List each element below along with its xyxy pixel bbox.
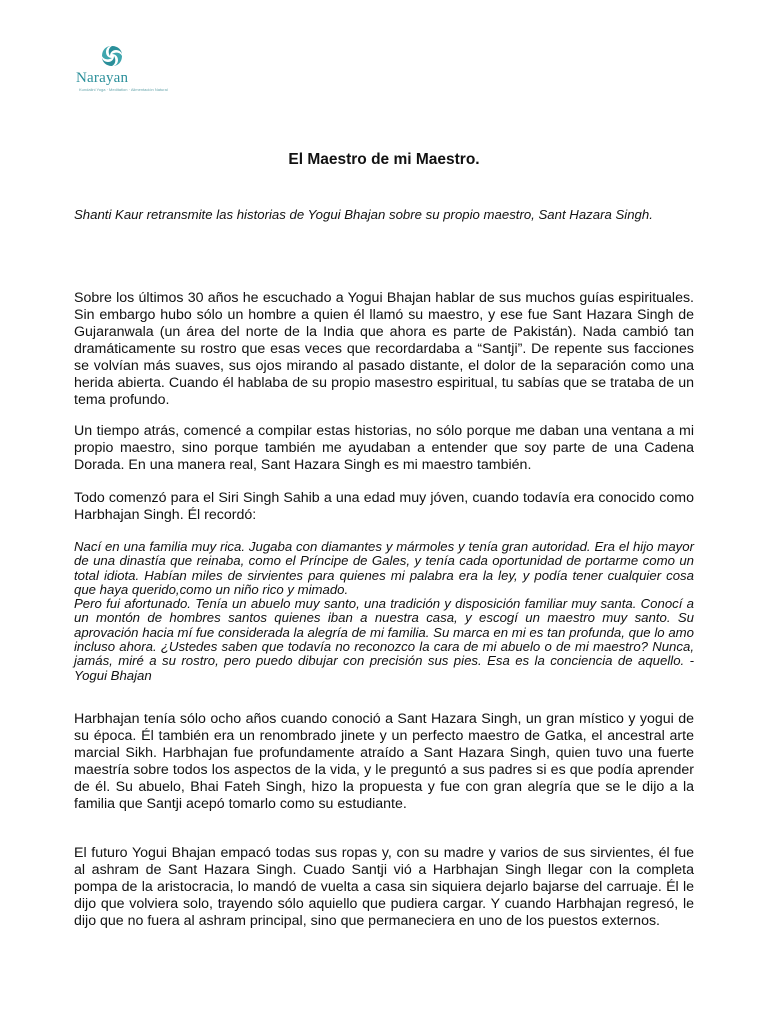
- swirl-logo-icon: [100, 44, 124, 68]
- quote-paragraph-2: Pero fui afortunado. Tenía un abuelo muy santo, una tradición y disposición familiar muy santa. Conocí a un montón de hombres santos quienes iban a nuestra casa, y escogí un maestro muy santo. Su aprovación hacia mí fue considerada la alegría de mi familia. Su marca en mi es tan profunda, que lo amo incluso ahora. ¿Ustedes saben que todavía no reconozco la cara de mi abuelo o de mi maestro? Nunca, jamás, miré a su rostro, pero puedo dibujar con precisión sus pies. Esa es la conciencia de aquello. -Yogui Bhajan: [74, 596, 694, 683]
- body-section-2: [74, 423, 694, 474]
- body-section-3: [74, 490, 694, 524]
- paragraph-3: Todo comenzó para el Siri Singh Sahib a una edad muy jóven, cuando todavía era conocido como Harbhajan Singh. Él recordó:: [74, 490, 694, 523]
- body-section-5: [74, 845, 694, 930]
- lead-paragraph: [74, 206, 694, 223]
- paragraph-5: El futuro Yogui Bhajan empacó todas sus ropas y, con su madre y varios de sus sirvientes, él fue al ashram de Sant Hazara Singh. Cuado Santji vió a Harbhajan Singh llegar con la completa pompa de la aristocracia, lo mandó de vuelta a casa sin siquiera dejarlo bajarse del carruaje. Él le dijo que volviera solo, trayendo sólo aquiello que pudiera cargar. Y cuando Harbhajan regresó, le dijo que no fuera al ashram principal, sino que permaneciera en uno de los puestos externos.: [74, 845, 694, 929]
- brand-tagline: Kundalini Yoga · Meditation · Alimentación Natural: [79, 87, 168, 92]
- quote-paragraph-1: Nací en una familia muy rica. Jugaba con diamantes y mármoles y tenía gran autoridad. Era el hijo mayor de una dinastía que reinaba, como el Príncipe de Gales, y tenía cada oportunidad de portarme como un total idiota. Habían miles de sirvientes para quienes mi palabra era la ley, y podía tener cualquier cosa que haya querido,como un niño rico y mimado.: [74, 539, 694, 597]
- paragraph-4: Harbhajan tenía sólo ocho años cuando conoció a Sant Hazara Singh, un gran místico y yogui de su época. Él también era un renombrado jinete y un perfecto maestro de Gatka, el ancestral arte marcial Sikh. Harbhajan fue profundamente atraído a Sant Hazara Singh, quien tuvo una fuerte maestría sobre todos los aspectos de la vida, y le preguntó a sus padres si es que podía aprender de él. Su abuelo, Bhai Fateh Singh, hizo la propuesta y fue con gran alegría que se le dijo a la familia que Santji acepó tomarlo como su estudiante.: [74, 711, 694, 812]
- quote-block: [74, 540, 694, 683]
- body-section-4: [74, 711, 694, 813]
- paragraph-1: Sobre los últimos 30 años he escuchado a Yogui Bhajan hablar de sus muchos guías espirituales. Sin embargo hubo sólo un hombre a quien él llamó su maestro, y ese fue Sant Hazara Singh de Gujaranwala (un área del norte de la India que ahora es parte de Pakistán). Nada cambió tan dramáticamente su rostro que esas veces que recordardaba a “Santji”. De repente sus facciones se volvían más suaves, sus ojos mirando al pasado distante, el dolor de la separación como una herida abierta. Cuando él hablaba de su propio masestro espiritual, tu sabías que se trataba de un tema profundo.: [74, 290, 694, 408]
- brand-name: Narayan: [76, 70, 129, 86]
- paragraph-2: Un tiempo atrás, comencé a compilar estas historias, no sólo porque me daban una ventana a mi propio maestro, sino porque también me ayudaban a entender que soy parte de una Cadena Dorada. En una manera real, Sant Hazara Singh es mi maestro también.: [74, 423, 694, 473]
- narayan-logo: [76, 44, 168, 94]
- body-section-1: [74, 290, 694, 409]
- document-title: El Maestro de mi Maestro.: [288, 151, 480, 168]
- lead-text: Shanti Kaur retransmite las historias de Yogui Bhajan sobre su propio maestro, Sant Hazara Singh.: [74, 207, 653, 222]
